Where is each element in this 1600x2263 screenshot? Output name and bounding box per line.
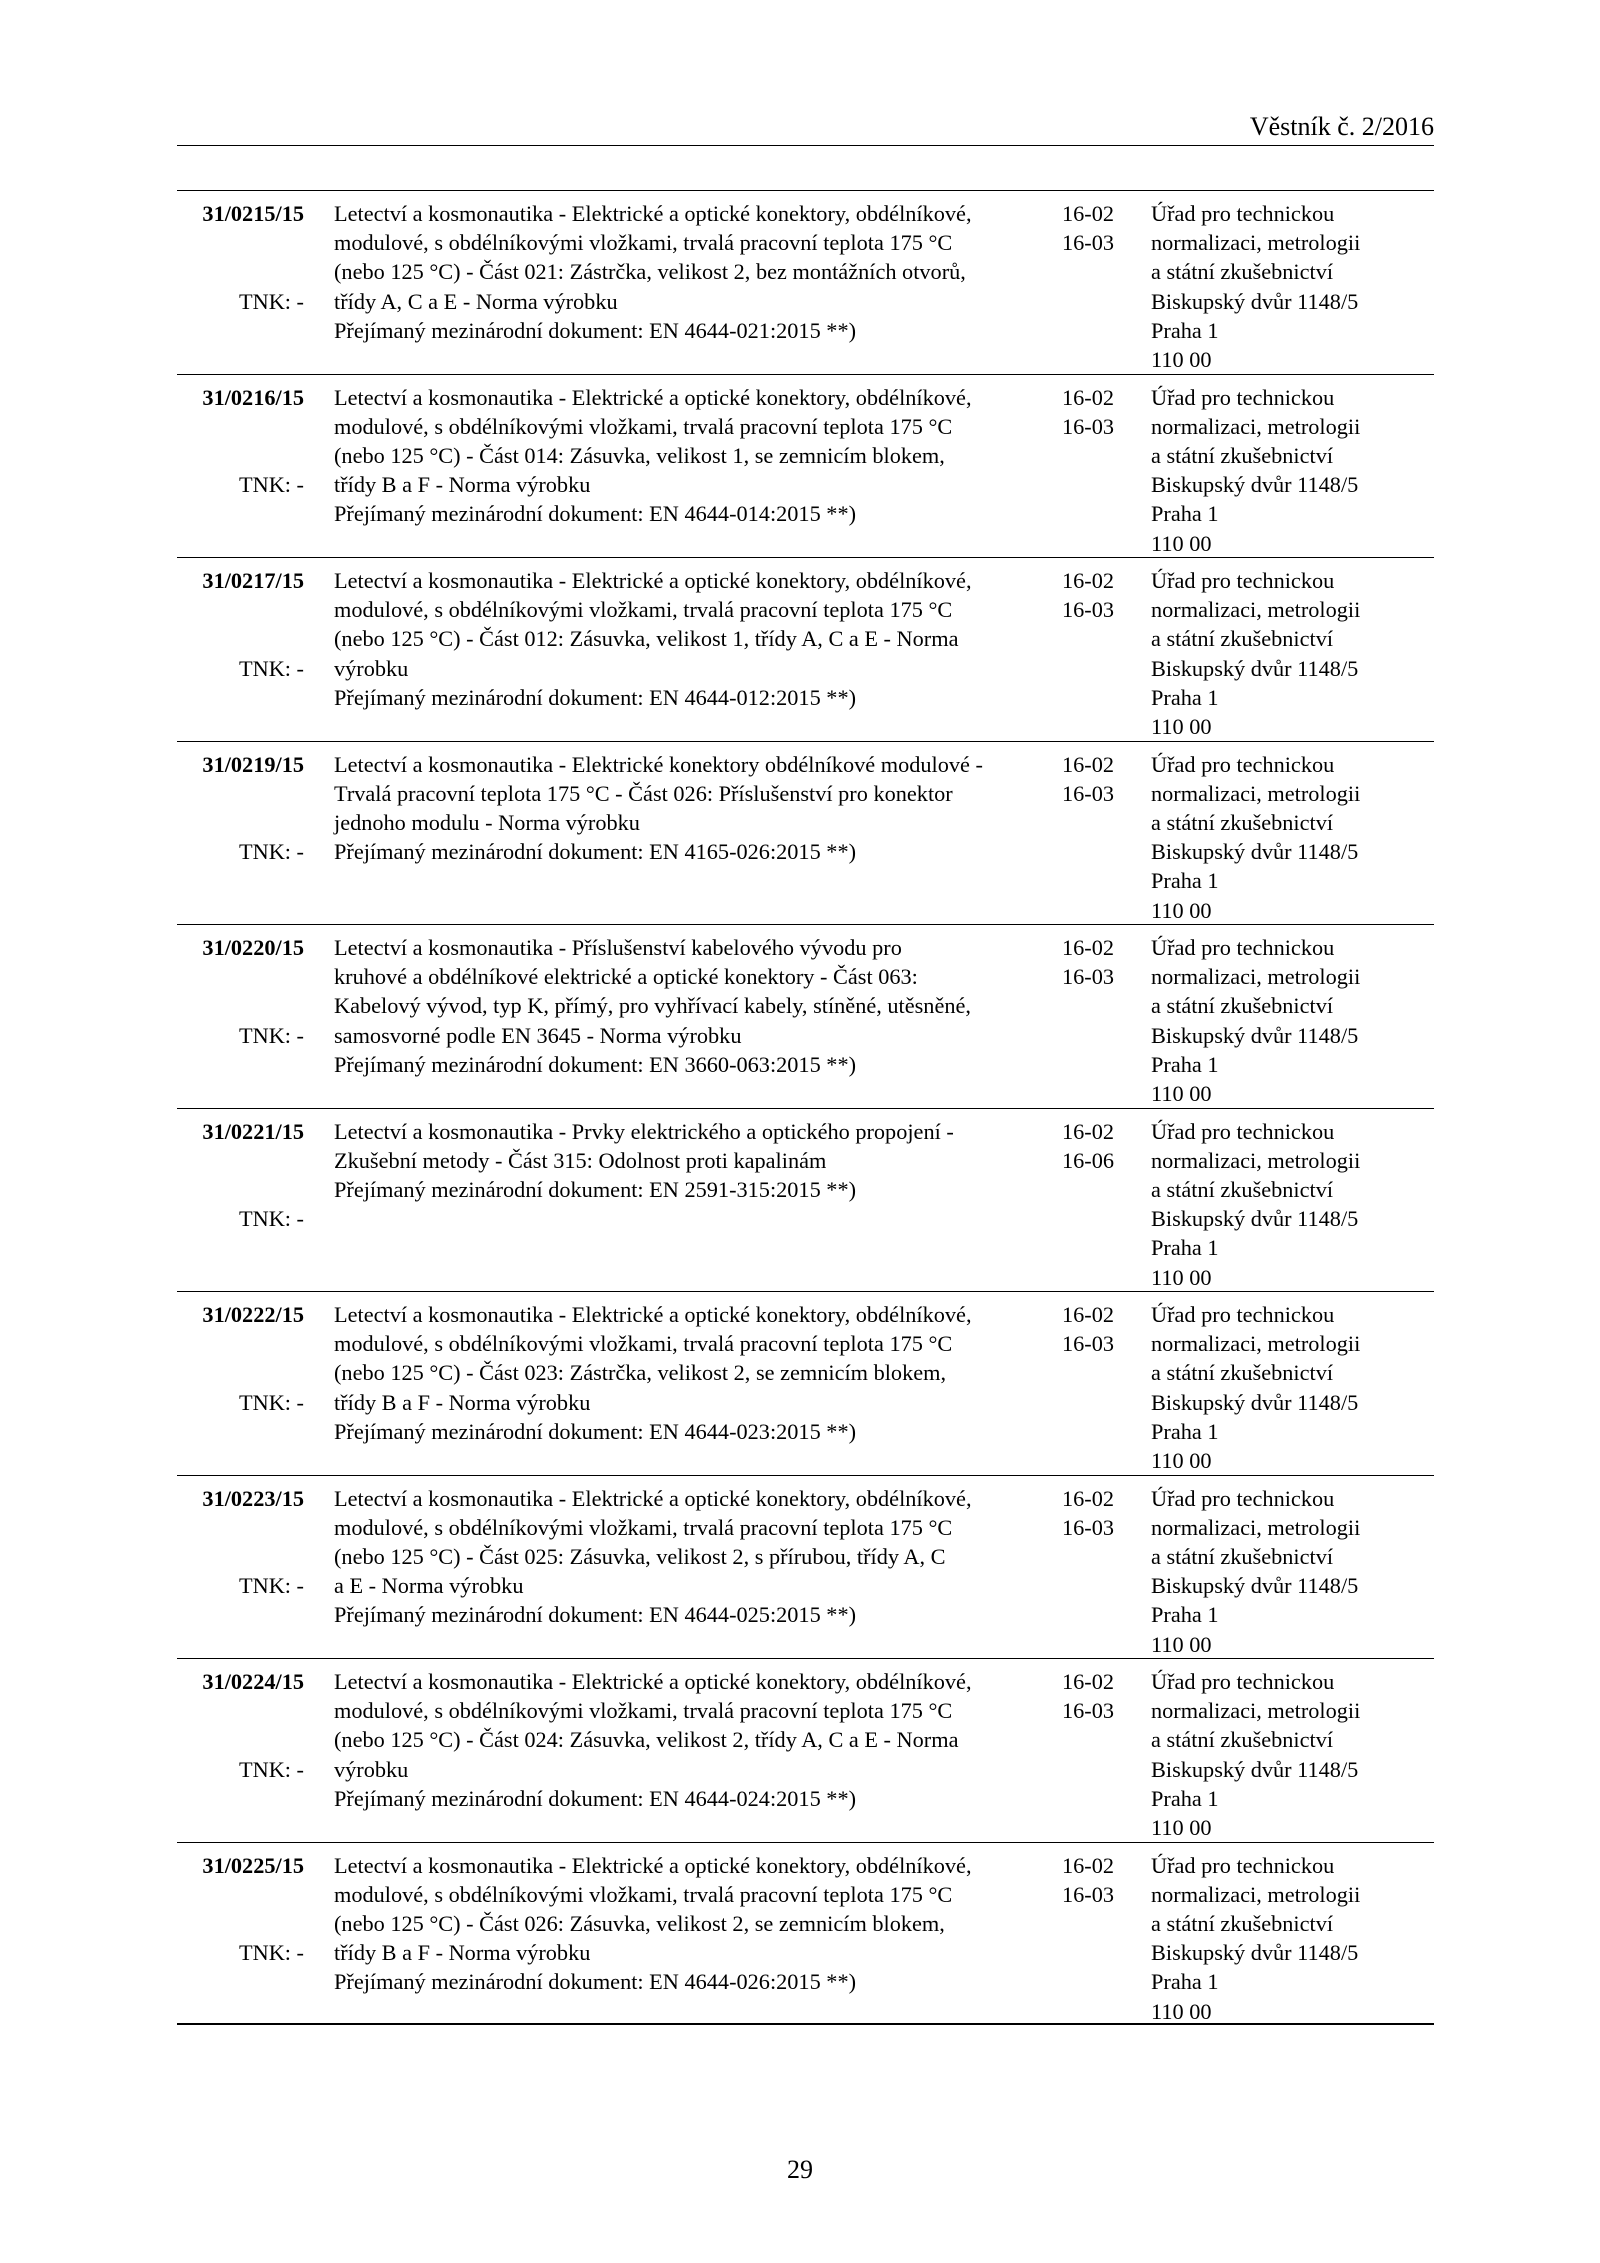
entry-title-line: Přejímaný mezinárodní dokument: EN 2591-315:2015 **) [334,1176,857,1202]
entry-id-cell [177,1300,304,1417]
entry-title-line: třídy A, C a E - Norma výrobku [334,288,618,314]
entry-codes-cell [1062,199,1132,257]
entry-code: 16-02 [1062,751,1115,777]
table-row [177,924,1434,1108]
entry-number: 31/0216/15 [202,384,304,410]
entry-codes-cell [1062,566,1132,624]
entry-address-line: 110 00 [1151,897,1212,923]
entry-address-line: Biskupský dvůr 1148/5 [1151,1022,1359,1048]
entry-tnk: TNK: - [238,1206,304,1232]
entry-code: 16-03 [1062,964,1115,990]
entry-tnk: TNK: - [238,1389,304,1415]
entry-address-line: normalizaci, metrologii [1151,1331,1361,1357]
entry-address-cell [1151,566,1434,741]
entry-title-line: Přejímaný mezinárodní dokument: EN 4644-012:2015 **) [334,684,857,710]
entry-address-line: Praha 1 [1151,684,1219,710]
entry-id-cell [177,1851,304,1968]
entry-title-line: Letectví a kosmonautika - Příslušenství kabelového vývodu pro [334,935,902,960]
entry-title-line: jednoho modulu - Norma výrobku [334,809,640,835]
entry-title-line: Přejímaný mezinárodní dokument: EN 4165-026:2015 **) [334,839,857,865]
entry-codes-cell [1062,1484,1132,1542]
entry-address-line: a státní zkušebnictví [1151,259,1334,285]
entry-address-line: a státní zkušebnictví [1151,442,1334,468]
entry-address-line: 110 00 [1151,1081,1212,1107]
page-header-title: Věstník č. 2/2016 [1249,112,1434,141]
entry-tnk: TNK: - [238,1573,304,1599]
entry-address-cell [1151,383,1434,558]
entry-id-cell [177,566,304,683]
entry-tnk: TNK: - [238,1756,304,1782]
entry-code: 16-02 [1062,201,1115,226]
entry-tnk: TNK: - [238,1022,304,1048]
entry-title-line: modulové, s obdélníkovými vložkami, trvalá pracovní teplota 175 °C [334,1514,953,1540]
entry-id-cell [177,933,304,1050]
entry-number: 31/0222/15 [202,1302,304,1327]
entry-code: 16-02 [1062,1118,1115,1144]
entry-address-line: normalizaci, metrologii [1151,1147,1361,1173]
entry-title-line: Letectví a kosmonautika - Elektrické a optické konektory, obdélníkové, [334,1302,972,1327]
entry-address-line: normalizaci, metrologii [1151,780,1361,806]
entry-codes-cell [1062,1667,1132,1725]
entry-codes-cell [1062,1851,1132,1909]
entry-address-line: Biskupský dvůr 1148/5 [1151,288,1359,314]
entry-title-line: Letectví a kosmonautika - Elektrické a optické konektory, obdélníkové, [334,1485,972,1511]
entry-address-cell [1151,1667,1434,1842]
entry-tnk: TNK: - [238,472,304,498]
entry-address-line: 110 00 [1151,1264,1212,1290]
entry-address-line: a státní zkušebnictví [1151,1176,1334,1202]
entry-title-line: výrobku [334,1756,409,1782]
entry-address-line: Biskupský dvůr 1148/5 [1151,472,1359,498]
entry-code: 16-06 [1062,1147,1115,1173]
entry-title-line: Kabelový vývod, typ K, přímý, pro vyhřívací kabely, stíněné, utěsněné, [334,993,971,1019]
entry-tnk: TNK: - [238,1940,304,1966]
table-row [177,741,1434,925]
entry-title-line: (nebo 125 °C) - Část 023: Zástrčka, velikost 2, se zemnicím blokem, [334,1360,947,1386]
entry-code: 16-03 [1062,1881,1115,1907]
entry-number: 31/0225/15 [202,1852,304,1878]
entry-address-line: a státní zkušebnictví [1151,1360,1334,1386]
entry-address-line: normalizaci, metrologii [1151,964,1361,990]
entry-title-line: a E - Norma výrobku [334,1573,524,1599]
entry-address-line: Biskupský dvůr 1148/5 [1151,839,1359,865]
header-rule [177,145,1434,146]
entry-title-line: Zkušební metody - Část 315: Odolnost proti kapalinám [334,1147,827,1173]
entry-codes-cell [1062,1117,1132,1175]
entry-address-line: Úřad pro technickou [1151,1302,1335,1327]
entry-code: 16-03 [1062,413,1115,439]
entry-title-line: Přejímaný mezinárodní dokument: EN 4644-024:2015 **) [334,1785,857,1811]
entry-title-line: modulové, s obdélníkovými vložkami, trvalá pracovní teplota 175 °C [334,1881,953,1907]
entry-title-line: Letectví a kosmonautika - Elektrické a optické konektory, obdélníkové, [334,1852,972,1878]
entry-address-line: a státní zkušebnictví [1151,1727,1334,1753]
entry-address-line: normalizaci, metrologii [1151,1881,1361,1907]
table-row [177,557,1434,741]
entry-code: 16-02 [1062,1852,1115,1878]
entry-title-line: (nebo 125 °C) - Část 021: Zástrčka, velikost 2, bez montážních otvorů, [334,259,966,285]
entry-title-line: (nebo 125 °C) - Část 012: Zásuvka, velikost 1, třídy A, C a E - Norma [334,626,959,652]
entry-address-line: Úřad pro technickou [1151,1485,1335,1511]
table-row [177,1475,1434,1659]
entry-address-line: normalizaci, metrologii [1151,1698,1361,1724]
standards-table [177,190,1434,2025]
entry-code: 16-03 [1062,1698,1115,1724]
entry-address-line: Praha 1 [1151,1602,1219,1628]
entry-address-line: normalizaci, metrologii [1151,413,1361,439]
entry-title-line: třídy B a F - Norma výrobku [334,1389,591,1415]
entry-code: 16-03 [1062,1514,1115,1540]
entry-title-line: Přejímaný mezinárodní dokument: EN 4644-014:2015 **) [334,501,857,527]
entry-title-line: Letectví a kosmonautika - Elektrické a optické konektory, obdélníkové, [334,1669,972,1694]
entry-address-line: Úřad pro technickou [1151,1118,1335,1144]
entry-number: 31/0220/15 [202,935,304,960]
entry-address-cell [1151,750,1434,925]
entry-title-line: modulové, s obdélníkovými vložkami, trvalá pracovní teplota 175 °C [334,230,953,256]
entry-number: 31/0224/15 [202,1669,304,1694]
entry-title-line: Letectví a kosmonautika - Prvky elektrického a optického propojení - [334,1118,954,1144]
table-row [177,1108,1434,1292]
entry-address-line: 110 00 [1151,347,1212,373]
entry-code: 16-03 [1062,1331,1115,1357]
table-row [177,374,1434,558]
entry-code: 16-02 [1062,1485,1115,1511]
entry-address-line: Biskupský dvůr 1148/5 [1151,1756,1359,1782]
entry-address-line: 110 00 [1151,530,1212,556]
entry-tnk: TNK: - [238,288,304,314]
entry-address-line: a státní zkušebnictví [1151,1543,1334,1569]
entry-address-line: normalizaci, metrologii [1151,597,1361,623]
entry-title-line: Letectví a kosmonautika - Elektrické a optické konektory, obdélníkové, [334,384,972,410]
entry-tnk: TNK: - [238,655,304,681]
entry-address-line: Úřad pro technickou [1151,935,1335,960]
entry-address-line: 110 00 [1151,1998,1212,2024]
entry-address-line: normalizaci, metrologii [1151,1514,1361,1540]
entry-title-line: modulové, s obdélníkovými vložkami, trvalá pracovní teplota 175 °C [334,597,953,623]
entry-code: 16-02 [1062,1302,1115,1327]
entry-code: 16-03 [1062,230,1115,256]
entry-title-line: samosvorné podle EN 3645 - Norma výrobku [334,1022,742,1048]
entry-title-line: Přejímaný mezinárodní dokument: EN 4644-021:2015 **) [334,317,857,343]
entry-title-line: Trvalá pracovní teplota 175 °C - Část 026: Příslušenství pro konektor [334,780,953,806]
entry-tnk: TNK: - [238,839,304,865]
entry-number: 31/0217/15 [202,568,304,593]
entry-address-line: Praha 1 [1151,317,1219,343]
entry-address-line: Praha 1 [1151,501,1219,527]
entry-address-line: Praha 1 [1151,1418,1219,1444]
entry-title-line: Přejímaný mezinárodní dokument: EN 4644-023:2015 **) [334,1418,857,1444]
entry-title-line: modulové, s obdélníkovými vložkami, trvalá pracovní teplota 175 °C [334,413,953,439]
entry-title-line: výrobku [334,655,409,681]
entry-title-line: kruhové a obdélníkové elektrické a optické konektory - Část 063: [334,964,918,990]
entry-address-line: a státní zkušebnictví [1151,993,1334,1019]
entry-address-line: Praha 1 [1151,1969,1219,1995]
entry-address-line: a státní zkušebnictví [1151,809,1334,835]
entry-codes-cell [1062,383,1132,441]
entry-number: 31/0221/15 [202,1118,304,1144]
entry-title-line: (nebo 125 °C) - Část 024: Zásuvka, velikost 2, třídy A, C a E - Norma [334,1727,959,1753]
entry-address-line: Praha 1 [1151,1235,1219,1261]
entry-id-cell [177,1484,304,1601]
entry-title-line: (nebo 125 °C) - Část 025: Zásuvka, velikost 2, s přírubou, třídy A, C [334,1543,946,1569]
entry-title-line: modulové, s obdélníkovými vložkami, trvalá pracovní teplota 175 °C [334,1698,953,1724]
entry-address-line: 110 00 [1151,714,1212,740]
entry-title-line: (nebo 125 °C) - Část 026: Zásuvka, velikost 2, se zemnicím blokem, [334,1910,945,1936]
entry-title-line: Letectví a kosmonautika - Elektrické konektory obdélníkové modulové - [334,751,983,777]
entry-title-line: Letectví a kosmonautika - Elektrické a optické konektory, obdélníkové, [334,201,972,226]
entry-address-line: a státní zkušebnictví [1151,626,1334,652]
entry-title-line: Přejímaný mezinárodní dokument: EN 4644-026:2015 **) [334,1969,857,1995]
entry-address-cell [1151,933,1434,1108]
entry-address-cell [1151,1851,1434,2026]
entry-id-cell [177,1117,304,1234]
entry-address-line: Biskupský dvůr 1148/5 [1151,1940,1359,1966]
entry-code: 16-03 [1062,597,1115,623]
entry-address-cell [1151,1300,1434,1475]
table-row [177,1658,1434,1842]
entry-number: 31/0223/15 [202,1485,304,1511]
entry-address-cell [1151,1117,1434,1292]
table-row [177,1842,1434,2026]
page-number: 29 [787,2155,813,2184]
entry-title-line: třídy B a F - Norma výrobku [334,472,591,498]
entry-address-line: normalizaci, metrologii [1151,230,1361,256]
entry-id-cell [177,750,304,867]
entry-title-line: Letectví a kosmonautika - Elektrické a optické konektory, obdélníkové, [334,568,972,593]
entry-address-line: Úřad pro technickou [1151,201,1335,226]
entry-address-line: Úřad pro technickou [1151,1852,1335,1878]
entry-address-line: Praha 1 [1151,1051,1219,1077]
entry-codes-cell [1062,933,1132,991]
entry-codes-cell [1062,1300,1132,1358]
entry-address-line: 110 00 [1151,1815,1212,1841]
entry-address-line: 110 00 [1151,1448,1212,1474]
entry-codes-cell [1062,750,1132,808]
entry-code: 16-02 [1062,935,1115,960]
entry-address-line: Úřad pro technickou [1151,751,1335,777]
entry-title-line: třídy B a F - Norma výrobku [334,1940,591,1966]
entry-address-cell [1151,1484,1434,1659]
table-row [177,1291,1434,1475]
entry-address-line: Biskupský dvůr 1148/5 [1151,1389,1359,1415]
entry-address-line: Biskupský dvůr 1148/5 [1151,655,1359,681]
entry-id-cell [177,199,304,316]
entry-address-line: Praha 1 [1151,1785,1219,1811]
entry-address-line: Úřad pro technickou [1151,384,1335,410]
entry-address-line: Úřad pro technickou [1151,1669,1335,1694]
entry-title-line: (nebo 125 °C) - Část 014: Zásuvka, velikost 1, se zemnicím blokem, [334,442,945,468]
entry-title-line: Přejímaný mezinárodní dokument: EN 3660-063:2015 **) [334,1051,857,1077]
entry-title-line: Přejímaný mezinárodní dokument: EN 4644-025:2015 **) [334,1602,857,1628]
entry-id-cell [177,383,304,500]
entry-address-line: Praha 1 [1151,868,1219,894]
entry-address-line: Úřad pro technickou [1151,568,1335,593]
entry-address-line: Biskupský dvůr 1148/5 [1151,1206,1359,1232]
entry-code: 16-02 [1062,384,1115,410]
entry-code: 16-02 [1062,1669,1115,1694]
entry-number: 31/0219/15 [202,751,304,777]
entry-address-line: 110 00 [1151,1631,1212,1657]
entry-id-cell [177,1667,304,1784]
entry-address-line: a státní zkušebnictví [1151,1910,1334,1936]
entry-title-line: modulové, s obdélníkovými vložkami, trvalá pracovní teplota 175 °C [334,1331,953,1357]
entry-address-line: Biskupský dvůr 1148/5 [1151,1573,1359,1599]
entry-code: 16-02 [1062,568,1115,593]
entry-address-cell [1151,199,1434,374]
table-row [177,190,1434,374]
entry-code: 16-03 [1062,780,1115,806]
entry-number: 31/0215/15 [202,201,304,226]
